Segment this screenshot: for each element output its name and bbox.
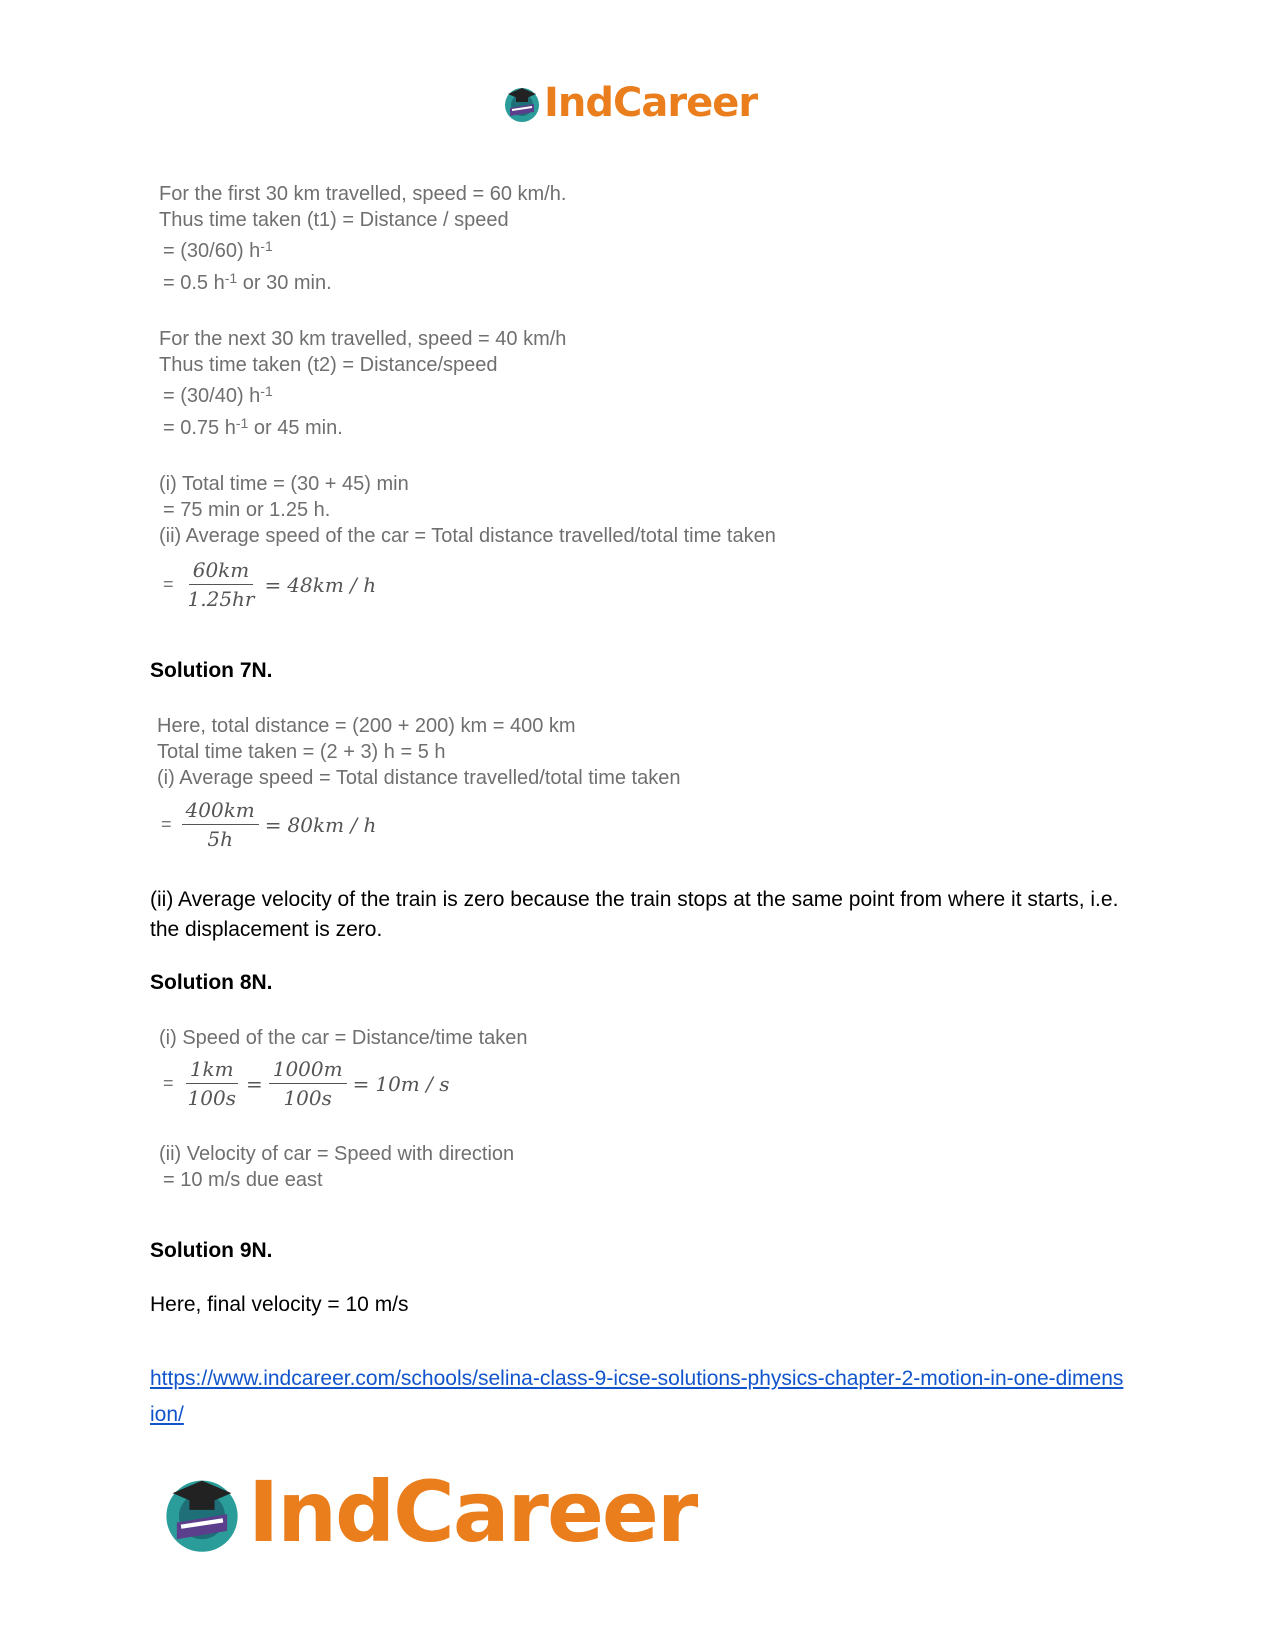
fraction xyxy=(182,798,259,851)
sol8-equation xyxy=(163,1057,450,1110)
sol8-line2: (ii) Velocity of car = Speed with direction xyxy=(159,1143,515,1165)
fraction-numerator: 60km xyxy=(189,558,254,585)
block2-line3 xyxy=(163,383,273,410)
fraction-denominator: 5h xyxy=(207,827,233,851)
block2-line1: For the next 30 km travelled, speed = 40 km/h xyxy=(159,328,567,350)
block1-line4 xyxy=(163,270,332,297)
fraction-denominator: 100s xyxy=(187,1086,236,1110)
fraction-numerator: 400km xyxy=(182,798,259,825)
header-logo xyxy=(502,80,757,126)
sol7-line1: Here, total distance = (200 + 200) km = 400 km xyxy=(157,715,576,737)
eq-result: 48km / h xyxy=(287,572,377,597)
source-link[interactable]: https://www.indcareer.com/schools/selina-class-9-icse-solutions-physics-chapter-2-motion-in-one-dimension/ xyxy=(150,1367,1124,1426)
fraction-denominator: 100s xyxy=(283,1086,332,1110)
sol7-line2: Total time taken = (2 + 3) h = 5 h xyxy=(157,741,446,763)
sol8-line3: = 10 m/s due east xyxy=(163,1169,323,1191)
fraction-numerator: 1km xyxy=(186,1057,238,1084)
block2-line4-sup: -1 xyxy=(235,415,249,431)
fraction-2 xyxy=(269,1057,347,1110)
fraction xyxy=(184,558,259,611)
block3-line2: = 75 min or 1.25 h. xyxy=(163,499,331,521)
eq-lead: = xyxy=(161,814,172,834)
solution-7n-heading: Solution 7N. xyxy=(150,659,273,682)
equals-sign: = xyxy=(352,1071,370,1096)
block1-line4-main: = 0.5 h xyxy=(163,272,225,294)
eq-lead: = xyxy=(163,1073,174,1093)
eq-result: 80km / h xyxy=(287,812,377,837)
block2-line4-rest: or 45 min. xyxy=(248,417,343,439)
eq-result: 10m / s xyxy=(375,1071,450,1096)
eq-lead: = xyxy=(163,574,174,594)
block2-line3-sup: -1 xyxy=(260,383,273,399)
equals-sign: = xyxy=(245,1071,263,1096)
block3-line1: (i) Total time = (30 + 45) min xyxy=(159,473,409,495)
block1-line3-main: = (30/60) h xyxy=(163,240,261,262)
block1-line4-rest: or 30 min. xyxy=(237,272,332,294)
fraction-denominator: 1.25hr xyxy=(187,587,255,611)
brand-name: IndCareer xyxy=(544,80,758,126)
block2-line2: Thus time taken (t2) = Distance/speed xyxy=(159,354,498,376)
block2-line3-main: = (30/40) h xyxy=(163,385,261,407)
solution-8n-heading: Solution 8N. xyxy=(150,971,273,994)
fraction-1 xyxy=(184,1057,240,1110)
footer-logo xyxy=(160,1463,697,1561)
solution-9n-heading: Solution 9N. xyxy=(150,1239,273,1262)
equals-sign: = xyxy=(264,572,282,597)
graduation-cap-icon xyxy=(502,82,542,124)
sol7-line3: (i) Average speed = Total distance travelled/total time taken xyxy=(157,767,681,789)
sol8-line1: (i) Speed of the car = Distance/time taken xyxy=(159,1027,528,1049)
block3-equation xyxy=(163,558,376,611)
graduation-cap-icon xyxy=(160,1468,244,1556)
block1-line1: For the first 30 km travelled, speed = 60 km/h. xyxy=(159,183,567,205)
brand-name: IndCareer xyxy=(248,1463,697,1561)
block1-line2: Thus time taken (t1) = Distance / speed xyxy=(159,209,509,231)
block2-line4 xyxy=(163,415,343,442)
block1-line4-sup: -1 xyxy=(224,270,238,286)
block1-line3-sup: -1 xyxy=(260,238,273,254)
sol7-equation xyxy=(161,798,376,851)
block1-line3 xyxy=(163,238,273,265)
block2-line4-main: = 0.75 h xyxy=(163,417,236,439)
sol9-line1: Here, final velocity = 10 m/s xyxy=(150,1293,409,1316)
equals-sign: = xyxy=(264,812,282,837)
block3-line3: (ii) Average speed of the car = Total distance travelled/total time taken xyxy=(159,525,776,547)
fraction-numerator: 1000m xyxy=(269,1057,347,1084)
sol7-paragraph: (ii) Average velocity of the train is zero because the train stops at the same point from where it starts, i.e. the displacement is zero. xyxy=(150,888,1119,941)
